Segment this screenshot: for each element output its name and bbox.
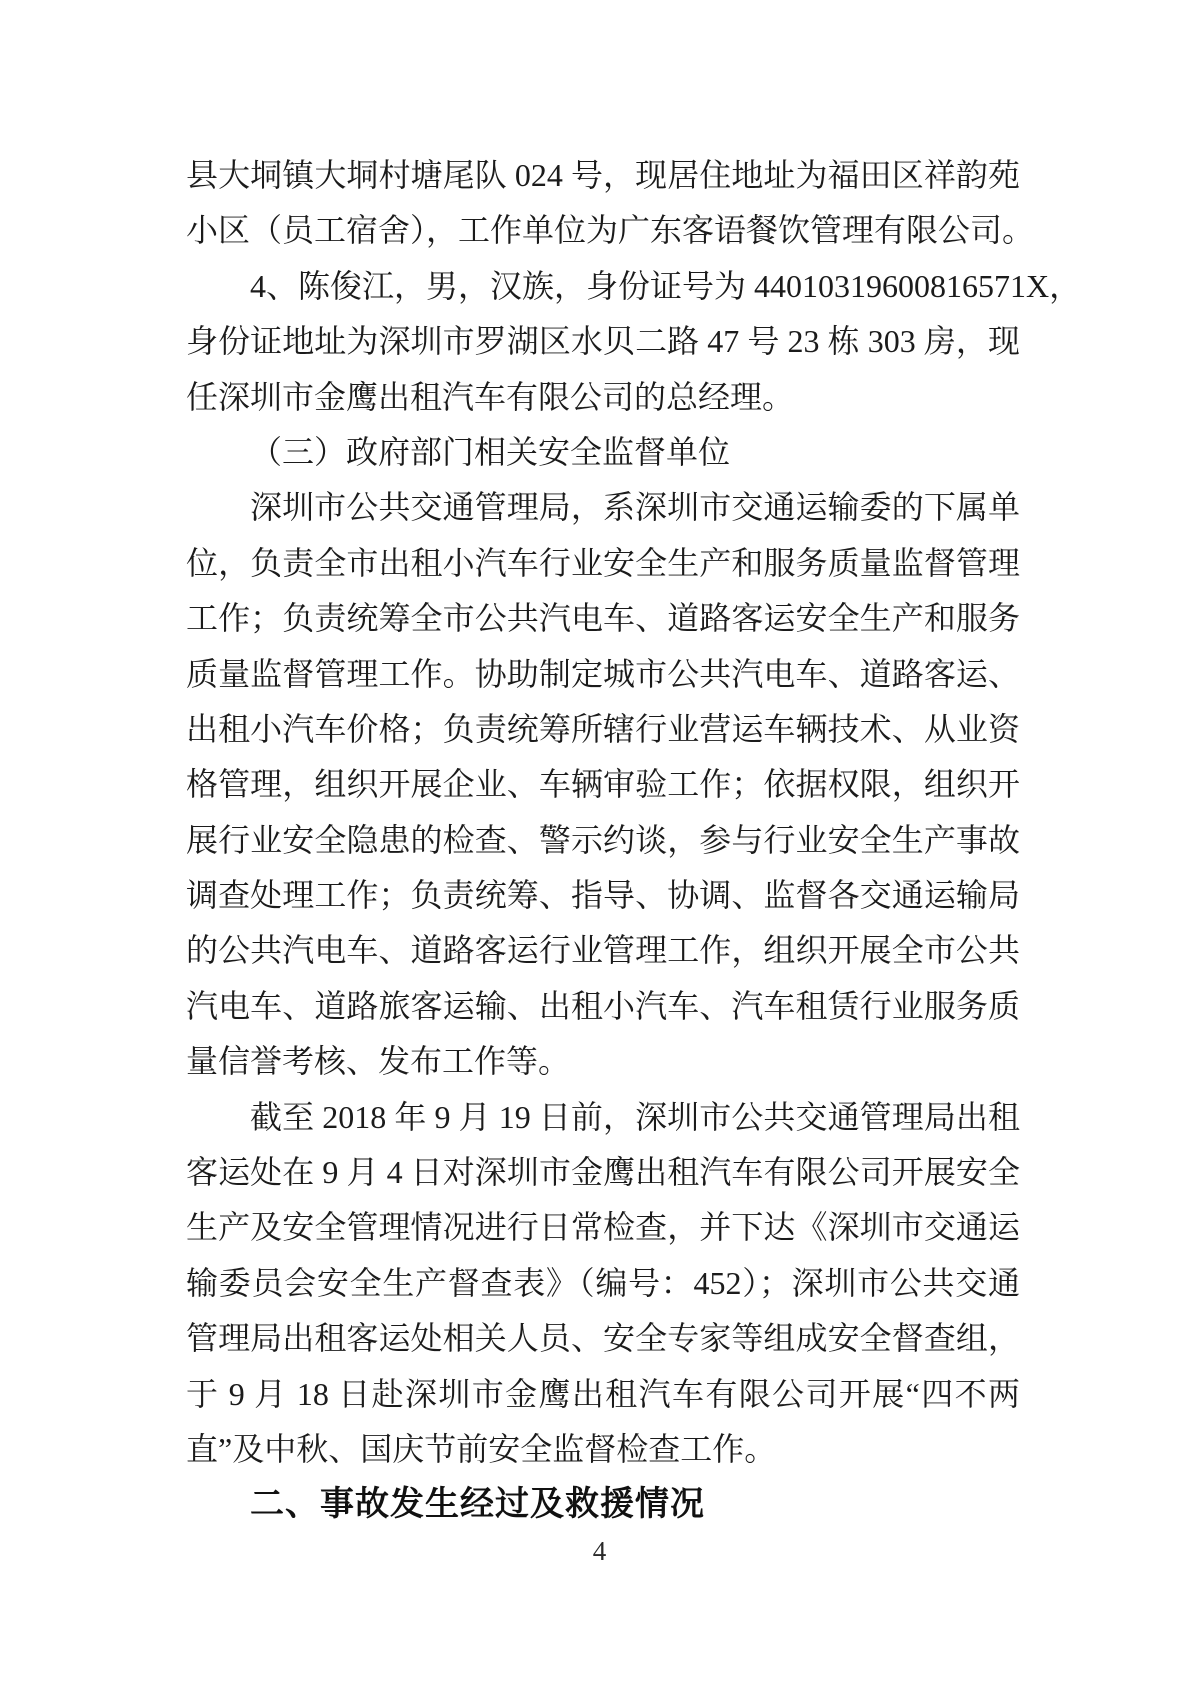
- text-line: 客运处在 9 月 4 日对深圳市金鹰出租汽车有限公司开展安全: [186, 1154, 1020, 1191]
- text-line: 输委员会安全生产督查表》（编号：452）；深圳市公共交通: [186, 1264, 1020, 1301]
- text-line: 位，负责全市出租小汽车行业安全生产和服务质量监督管理: [186, 544, 1020, 581]
- text-line: 管理局出租客运处相关人员、安全专家等组成安全督查组，: [186, 1320, 1020, 1357]
- text-line: 质量监督管理工作。协助制定城市公共汽电车、道路客运、: [186, 655, 1020, 692]
- text-line: 生产及安全管理情况进行日常检查，并下达《深圳市交通运: [186, 1209, 1020, 1246]
- text-line: 出租小汽车价格；负责统筹所辖行业营运车辆技术、从业资: [186, 710, 1020, 747]
- text-line: 量信誉考核、发布工作等。: [186, 1043, 571, 1080]
- text-line: 工作；负责统筹全市公共汽电车、道路客运安全生产和服务: [186, 600, 1020, 637]
- text-line: 截至 2018 年 9 月 19 日前，深圳市公共交通管理局出租: [250, 1098, 1020, 1135]
- page-number: 4: [592, 1536, 607, 1566]
- text-line: 展行业安全隐患的检查、警示约谈，参与行业安全生产事故: [186, 821, 1020, 858]
- text-line: 小区（员工宿舍），工作单位为广东客语餐饮管理有限公司。: [186, 212, 1035, 249]
- text-line: 深圳市公共交通管理局，系深圳市交通运输委的下属单: [250, 489, 1020, 526]
- document-body: [186, 148, 1082, 1533]
- text-line: 汽电车、道路旅客运输、出租小汽车、汽车租赁行业服务质: [186, 987, 1020, 1024]
- text-line: 于 9 月 18 日赴深圳市金鹰出租汽车有限公司开展“四不两: [186, 1375, 1020, 1412]
- section-heading: 二、事故发生经过及救援情况: [250, 1485, 705, 1524]
- text-line: 的公共汽电车、道路客运行业管理工作，组织开展全市公共: [186, 932, 1020, 969]
- text-line: 格管理，组织开展企业、车辆审验工作；依据权限，组织开: [186, 766, 1020, 803]
- text-line: 4、陈俊江，男，汉族，身份证号为 44010319600816571X，: [250, 267, 1082, 304]
- text-line: （三）政府部门相关安全监督单位: [250, 433, 731, 470]
- text-line: 身份证地址为深圳市罗湖区水贝二路 47 号 23 栋 303 房，现: [186, 323, 1020, 360]
- text-line: 调查处理工作；负责统筹、指导、协调、监督各交通运输局: [186, 877, 1020, 914]
- text-line: 直”及中秋、国庆节前安全监督检查工作。: [186, 1430, 777, 1467]
- text-line: 任深圳市金鹰出租汽车有限公司的总经理。: [186, 378, 795, 415]
- text-line: 县大垌镇大垌村塘尾队 024 号，现居住地址为福田区祥韵苑: [186, 157, 1020, 193]
